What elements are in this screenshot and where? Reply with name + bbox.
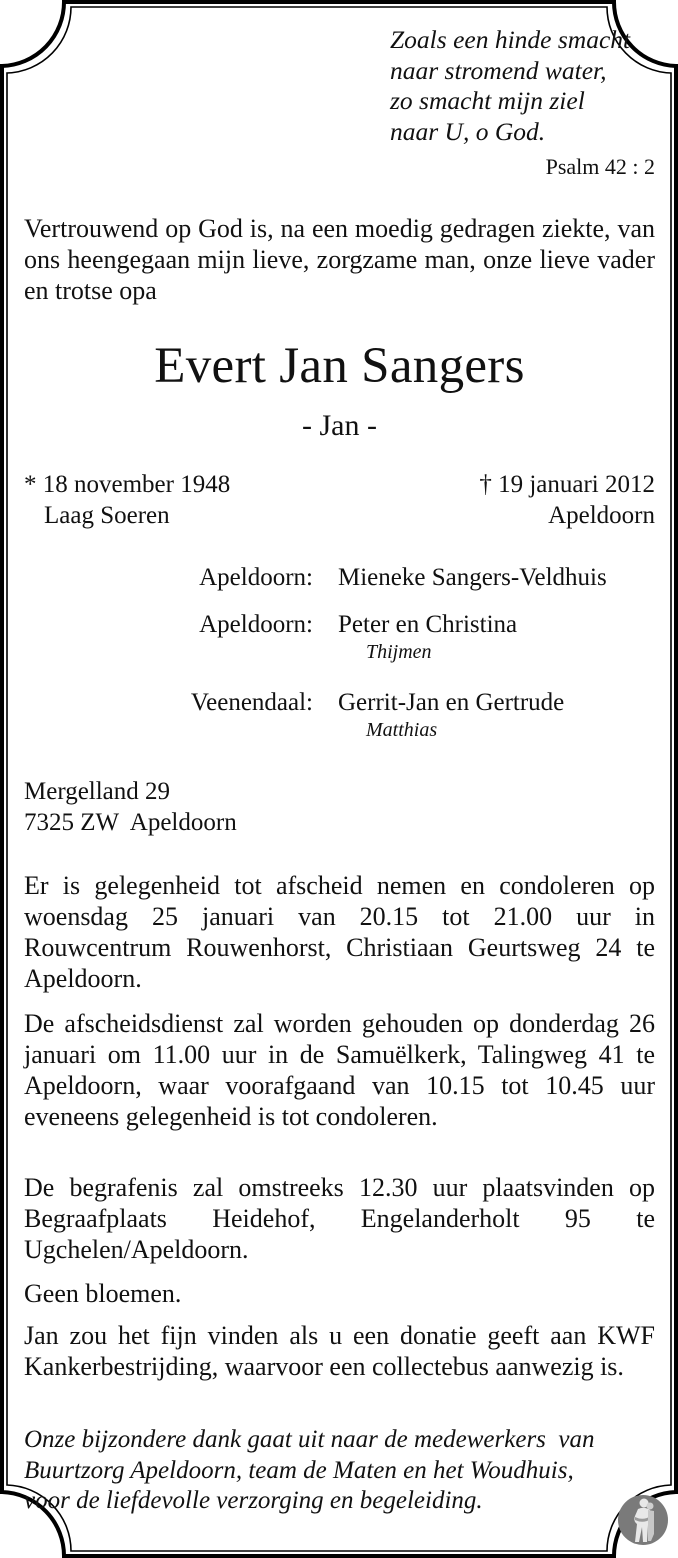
birth-date: * 18 november 1948 [24, 471, 231, 498]
home-address [24, 776, 237, 838]
condolence-paragraph: Er is gelegenheid tot afscheid nemen en condoleren op woensdag 25 januari van 20.15 tot 21.00 uur in Rouwcentrum Rouwenhorst, Christiaan Geurtsweg 24 te Apeldoorn. [24, 871, 655, 993]
service-paragraph: De afscheidsdienst zal worden gehouden op donderdag 26 januari om 11.00 uur in de Samuëlkerk, Talingweg 41 te Apeldoorn, waar voorafgaand van 10.15 tot 10.45 uur eveneens gelegenheid is tot condoleren. [24, 1009, 655, 1131]
relative-names: Mieneke Sangers-Veldhuis [338, 564, 607, 591]
no-flowers-paragraph: Geen bloemen. [24, 1279, 182, 1308]
address-city: 7325 ZW Apeldoorn [24, 809, 237, 836]
verse-line: zo smacht mijn ziel [390, 86, 585, 115]
psalm-verse [390, 25, 660, 147]
verse-line: naar stromend water, [390, 55, 607, 85]
relative-place: Apeldoorn: [199, 611, 313, 638]
verse-line: naar U, o God. [390, 116, 546, 146]
burial-paragraph: De begrafenis zal omstreeks 12.30 uur plaatsvinden op Begraafplaats Heidehof, Engelanderholt 95 te Ugchelen/Apeldoorn. [24, 1173, 655, 1264]
birth-info [24, 469, 230, 531]
intro-text: Vertrouwend op God is, na een moedig gedragen ziekte, van ons heengegaan mijn lieve, zorgzame man, onze lieve vader en trotse opa [24, 214, 655, 305]
deceased-name: Evert Jan Sangers [154, 338, 525, 394]
birth-place: Laag Soeren [44, 502, 170, 529]
death-place: Apeldoorn [548, 502, 655, 529]
grandchild-name: Thijmen [366, 641, 432, 663]
thanks-line: voor de liefdevolle verzorging en begeleiding. [24, 1487, 483, 1514]
thanks-paragraph [24, 1425, 664, 1517]
deceased-nickname: - Jan - [302, 409, 377, 442]
donation-paragraph: Jan zou het fijn vinden als u een donatie geeft aan KWF Kankerbestrijding, waarvoor een collectebus aanwezig is. [24, 1321, 655, 1381]
death-info [479, 469, 655, 531]
grandchild-name: Matthias [366, 719, 438, 741]
address-street: Mergelland 29 [24, 778, 171, 805]
thanks-line: Onze bijzondere dank gaat uit naar de medewerkers van [24, 1426, 595, 1453]
death-date: † 19 januari 2012 [479, 471, 655, 498]
thanks-line: Buurtzorg Apeldoorn, team de Maten en het Woudhuis, [24, 1456, 574, 1484]
verse-reference: Psalm 42 : 2 [545, 154, 655, 179]
relative-names: Peter en Christina [338, 611, 518, 638]
relative-place: Apeldoorn: [199, 564, 313, 591]
verse-line: Zoals een hinde smacht [390, 25, 631, 54]
relative-place: Veenendaal: [190, 689, 313, 716]
embracing-figures-logo-icon [617, 1494, 669, 1546]
relative-names: Gerrit-Jan en Gertrude [338, 689, 565, 716]
